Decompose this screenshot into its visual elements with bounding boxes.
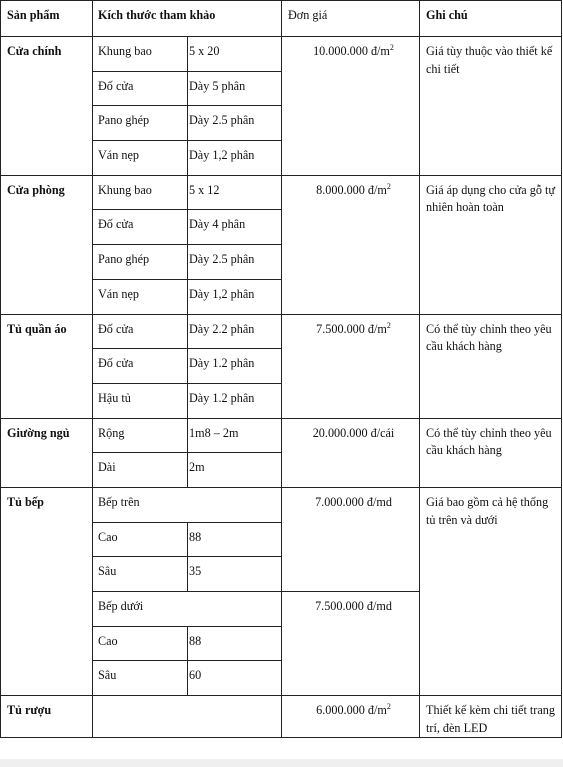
price-value: 6.000.000 đ/m [316, 703, 387, 718]
note-text: Giá bao gồm cả hệ thống tủ trên và dưới [426, 494, 549, 527]
size-group-cell [93, 487, 282, 522]
size-label: Khung bao [98, 44, 152, 58]
price-cell [282, 487, 420, 591]
size-label-cell [93, 661, 188, 696]
size-value-cell [188, 383, 282, 418]
size-label: Hậu tủ [98, 390, 131, 405]
size-label: Cao [98, 529, 118, 544]
price-value: 7.500.000 đ/m [316, 321, 387, 336]
header-product [1, 1, 93, 37]
table-row [1, 487, 562, 522]
note-text: Giá áp dụng cho cửa gỗ tự nhiên hoàn toàn [426, 182, 555, 215]
table-row [1, 314, 562, 349]
size-value-cell [188, 141, 282, 176]
size-label: Đố cửa [98, 78, 134, 93]
note-cell [420, 487, 562, 695]
size-label: Đố cửa [98, 356, 134, 371]
product-name: Giường ngủ [7, 425, 70, 440]
size-group-label: Bếp trên [98, 494, 140, 509]
size-value: 1m8 – 2m [189, 425, 239, 440]
size-label-cell [93, 557, 188, 592]
note-text: Có thể tùy chỉnh theo yêu cầu khách hàng [426, 425, 552, 458]
size-label-cell [93, 383, 188, 418]
size-value-cell [188, 175, 282, 210]
size-label-cell [93, 349, 188, 384]
size-group-cell [93, 592, 282, 627]
size-value: 88 [189, 529, 202, 544]
header-size-text: Kích thước tham khảo [98, 8, 216, 22]
size-value-cell [188, 557, 282, 592]
size-value-cell [188, 453, 282, 488]
table-row [1, 418, 562, 453]
price-text [282, 696, 419, 720]
size-label: Khung bao [98, 182, 152, 197]
size-value-cell [188, 245, 282, 280]
size-label-cell [93, 175, 188, 210]
size-empty-cell [93, 696, 282, 738]
size-value-cell [188, 71, 282, 106]
size-value-cell [188, 349, 282, 384]
price-unit-sup: 2 [386, 320, 391, 330]
size-label-cell [93, 106, 188, 141]
size-value: 5 x 12 [189, 182, 220, 197]
price-value: 10.000.000 đ/m [313, 44, 390, 58]
price-cell [282, 175, 420, 314]
size-value: Dày 2.2 phân [189, 321, 255, 336]
price-unit-sup: 2 [386, 702, 391, 711]
size-label: Cao [98, 633, 118, 648]
product-name-cell [1, 696, 93, 738]
note-cell [420, 696, 562, 738]
size-value: Dày 2.5 phân [189, 113, 255, 128]
size-label: Rộng [98, 425, 125, 440]
header-price-text: Đơn giá [288, 8, 328, 22]
price-text: 7.500.000 đ/md [315, 599, 392, 613]
size-group-label: Bếp dưới [98, 599, 144, 613]
size-label-cell [93, 453, 188, 488]
size-value: Dày 1.2 phân [189, 356, 255, 371]
product-name: Tủ quần áo [7, 321, 67, 336]
size-label: Sâu [98, 668, 117, 683]
size-label-cell [93, 245, 188, 280]
price-unit-sup: 2 [386, 181, 391, 191]
size-label-cell [93, 141, 188, 176]
size-value: Dày 1,2 phân [189, 286, 255, 301]
product-name-cell [1, 487, 93, 695]
table-row [1, 37, 562, 72]
header-note [420, 1, 562, 37]
header-price [282, 1, 420, 37]
header-note-text: Ghi chú [426, 8, 468, 22]
size-value: Dày 5 phân [189, 78, 246, 93]
price-text [282, 176, 419, 200]
size-label: Đố cửa [98, 321, 134, 336]
price-text [282, 315, 419, 339]
header-size [93, 1, 282, 37]
size-label-cell [93, 626, 188, 661]
product-name: Cửa phòng [7, 182, 65, 197]
note-text: Có thể tùy chỉnh theo yêu cầu khách hàng [426, 321, 552, 354]
size-value-cell [188, 106, 282, 141]
size-value-cell [188, 210, 282, 245]
size-label-cell [93, 37, 188, 72]
size-value: 2m [189, 460, 205, 475]
product-name: Cửa chính [7, 44, 62, 58]
note-cell [420, 37, 562, 176]
size-label-cell [93, 210, 188, 245]
size-value: Dày 1,2 phân [189, 148, 255, 163]
size-value: Dày 4 phân [189, 217, 246, 232]
size-label: Ván nẹp [98, 286, 139, 301]
size-label: Pano ghép [98, 252, 150, 267]
size-label-cell [93, 279, 188, 314]
product-name: Tủ bếp [7, 494, 44, 509]
size-value-cell [188, 314, 282, 349]
size-value: 60 [189, 668, 202, 683]
note-text: Thiết kế kèm chi tiết trang trí, đèn LED [426, 703, 555, 735]
size-value: 35 [189, 564, 202, 579]
size-value-cell [188, 661, 282, 696]
product-name-cell [1, 314, 93, 418]
header-product-text: Sản phẩm [7, 8, 60, 22]
price-cell [282, 37, 420, 176]
price-cell [282, 696, 420, 738]
size-label: Sâu [98, 564, 117, 579]
price-value: 8.000.000 đ/m [316, 182, 387, 197]
size-value: 88 [189, 633, 202, 648]
note-cell [420, 175, 562, 314]
size-label-cell [93, 71, 188, 106]
size-label: Đố cửa [98, 217, 134, 232]
note-text: Giá tùy thuộc vào thiết kế chi tiết [426, 44, 553, 76]
bottom-strip [0, 759, 563, 767]
product-name-cell [1, 418, 93, 487]
size-value-cell [188, 279, 282, 314]
size-value: 5 x 20 [189, 44, 220, 58]
note-cell [420, 314, 562, 418]
size-label: Pano ghép [98, 113, 150, 128]
price-cell [282, 592, 420, 696]
price-unit-sup: 2 [389, 42, 394, 52]
product-name-cell [1, 37, 93, 176]
note-cell [420, 418, 562, 487]
size-value-cell [188, 626, 282, 661]
table-header-row [1, 1, 562, 37]
price-cell [282, 418, 420, 487]
size-value-cell [188, 522, 282, 557]
price-text: 20.000.000 đ/cái [312, 425, 395, 440]
size-label: Dài [98, 460, 116, 475]
size-value: Dày 2.5 phân [189, 252, 255, 267]
product-name: Tủ rượu [7, 703, 52, 718]
size-label: Ván nẹp [98, 148, 139, 163]
size-label-cell [93, 314, 188, 349]
table-row [1, 175, 562, 210]
size-label-cell [93, 522, 188, 557]
product-name-cell [1, 175, 93, 314]
size-value-cell [188, 37, 282, 72]
size-value-cell [188, 418, 282, 453]
size-label-cell [93, 418, 188, 453]
price-text: 7.000.000 đ/md [315, 494, 392, 509]
table-row [1, 696, 562, 738]
price-text [282, 37, 419, 61]
price-cell [282, 314, 420, 418]
size-value: Dày 1.2 phân [189, 390, 255, 405]
